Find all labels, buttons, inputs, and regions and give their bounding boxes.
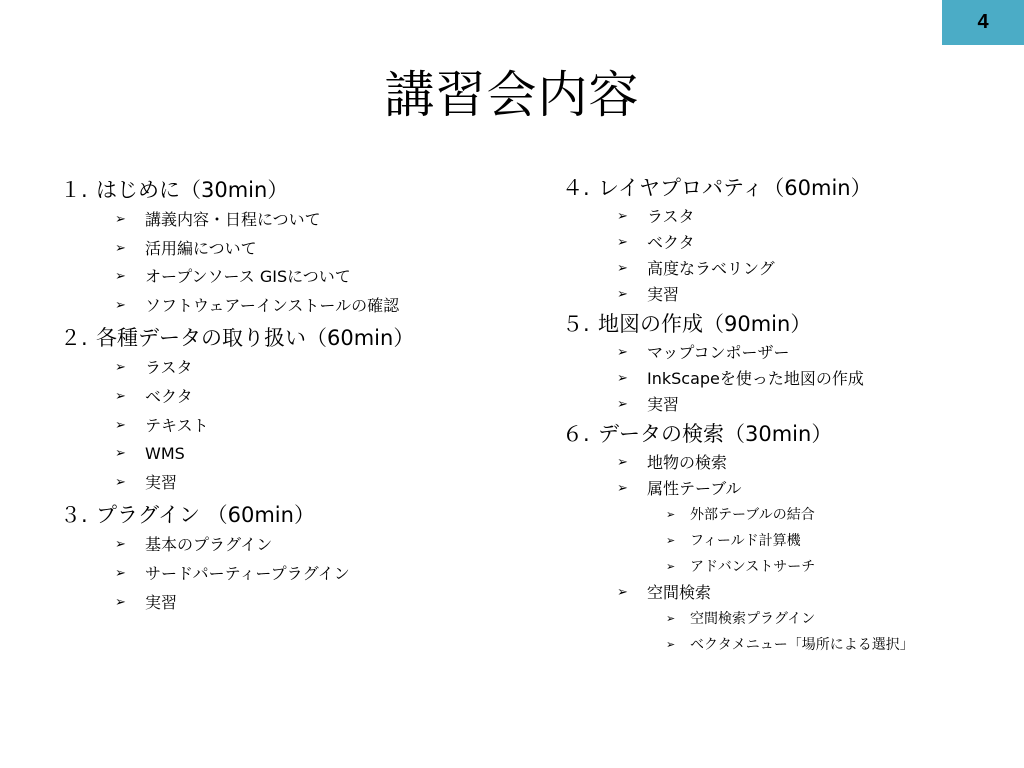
sub-list-item-label: 外部テーブルの結合 — [690, 507, 815, 523]
list-item-label: 高度なラベリング — [647, 259, 775, 278]
bullet-list — [562, 204, 1002, 308]
section-heading — [562, 308, 1002, 340]
sub-list-item-label: ベクタメニュー「場所による選択」 — [690, 637, 914, 653]
arrowhead-bullet-icon: ➢ — [617, 345, 628, 360]
list-item-label: 属性テーブル — [647, 479, 742, 498]
bullet-list — [60, 531, 510, 617]
arrowhead-bullet-icon: ➢ — [115, 474, 126, 490]
section-number: ４. — [562, 176, 590, 200]
sub-list-container — [562, 502, 1002, 580]
list-item — [562, 340, 1002, 366]
list-item-label: 実習 — [647, 285, 680, 304]
section-number: ３. — [60, 503, 88, 528]
sub-list-container — [562, 606, 1002, 658]
left-column — [60, 172, 510, 617]
list-item — [562, 256, 1002, 282]
arrowhead-bullet-icon: ➢ — [115, 297, 126, 313]
list-item — [60, 589, 510, 618]
section-number: ６. — [562, 422, 590, 446]
sub-list-item — [562, 606, 1002, 632]
list-item — [60, 531, 510, 560]
arrowhead-bullet-icon: ➢ — [617, 371, 628, 386]
section-number: ５. — [562, 312, 590, 336]
arrowhead-bullet-icon: ➢ — [115, 269, 126, 285]
list-item-label: 講義内容・日程について — [145, 210, 321, 229]
arrowhead-bullet-icon: ➢ — [115, 240, 126, 256]
arrowhead-bullet-icon: ➢ — [115, 212, 126, 227]
sub-bullet-list — [562, 502, 1002, 580]
arrowhead-bullet-icon: ➢ — [617, 209, 628, 224]
list-item-label: 基本のプラグイン — [145, 535, 273, 555]
list-item-label: WMS — [145, 444, 185, 464]
list-item-label: ラスタ — [145, 358, 193, 378]
list-item — [60, 383, 510, 412]
sub-list-item — [562, 554, 1002, 580]
arrowhead-bullet-icon: ➢ — [617, 397, 628, 412]
bullet-list — [562, 340, 1002, 418]
sub-list-item-label: フィールド計算機 — [690, 533, 801, 549]
list-item — [60, 469, 510, 498]
list-item — [562, 204, 1002, 230]
list-item-label: ソフトウェアーインストールの確認 — [145, 295, 400, 315]
arrowhead-bullet-icon: ➢ — [666, 508, 676, 521]
list-item-label: 実習 — [647, 395, 680, 414]
right-column — [562, 172, 1002, 658]
list-item-label: 実習 — [145, 472, 178, 492]
list-item-label: テキスト — [145, 415, 209, 435]
arrowhead-bullet-icon: ➢ — [666, 612, 676, 625]
arrowhead-bullet-icon: ➢ — [115, 565, 126, 581]
section-title: レイヤプロパティ（60min） — [598, 176, 872, 200]
sub-bullet-list — [562, 606, 1002, 658]
sub-list-item — [562, 632, 1002, 658]
section-title: はじめに（30min） — [96, 178, 289, 202]
page-number: 4 — [977, 11, 989, 33]
list-item-label: 空間検索 — [647, 583, 712, 602]
bullet-list — [60, 354, 510, 497]
list-item-label: ラスタ — [647, 207, 695, 226]
list-item-label: ベクタ — [647, 233, 695, 252]
section-heading — [562, 418, 1002, 450]
list-item-label: InkScapeを使った地図の作成 — [647, 369, 864, 388]
section-heading — [562, 172, 1002, 204]
arrowhead-bullet-icon: ➢ — [617, 481, 628, 496]
arrowhead-bullet-icon: ➢ — [115, 388, 126, 404]
list-item — [60, 206, 510, 235]
bullet-list — [562, 450, 1002, 658]
section-title: プラグイン （60min） — [96, 503, 315, 528]
list-item — [562, 282, 1002, 308]
list-item — [562, 580, 1002, 606]
arrowhead-bullet-icon: ➢ — [115, 594, 126, 610]
list-item-label: 活用編について — [145, 238, 257, 258]
arrowhead-bullet-icon: ➢ — [666, 560, 676, 573]
list-item — [60, 412, 510, 441]
list-item — [562, 366, 1002, 392]
arrowhead-bullet-icon: ➢ — [617, 585, 628, 600]
arrowhead-bullet-icon: ➢ — [115, 537, 126, 553]
section-title: 地図の作成（90min） — [598, 312, 812, 336]
list-item — [60, 292, 510, 321]
list-item — [60, 440, 510, 469]
slide-title: 講習会内容 — [384, 66, 640, 124]
sub-list-item — [562, 502, 1002, 528]
list-item-label: ベクタ — [145, 386, 193, 406]
list-item — [562, 476, 1002, 502]
section-title: 各種データの取り扱い（60min） — [96, 326, 415, 351]
list-item — [60, 560, 510, 589]
sub-list-item-label: アドバンストサーチ — [690, 559, 816, 575]
arrowhead-bullet-icon: ➢ — [617, 261, 628, 276]
arrowhead-bullet-icon: ➢ — [666, 534, 676, 547]
page-number-badge — [942, 0, 1024, 45]
arrowhead-bullet-icon: ➢ — [115, 417, 126, 433]
section-heading — [60, 174, 510, 206]
section-heading — [60, 499, 510, 531]
arrowhead-bullet-icon: ➢ — [617, 455, 628, 470]
list-item — [562, 392, 1002, 418]
section-heading — [60, 322, 510, 354]
section-number: １. — [60, 178, 88, 202]
list-item-label: 地物の検索 — [647, 453, 728, 472]
list-item-label: オープンソース GISについて — [145, 267, 351, 287]
sub-list-item — [562, 528, 1002, 554]
list-item — [60, 263, 510, 292]
list-item-label: マップコンポーザー — [647, 343, 790, 362]
list-item — [60, 235, 510, 264]
list-item-label: サードパーティープラグイン — [145, 563, 350, 583]
list-item — [60, 354, 510, 383]
section-title: データの検索（30min） — [598, 422, 833, 446]
arrowhead-bullet-icon: ➢ — [617, 287, 628, 302]
bullet-list — [60, 206, 510, 320]
sub-list-item-label: 空間検索プラグイン — [690, 611, 816, 627]
arrowhead-bullet-icon: ➢ — [115, 446, 126, 462]
arrowhead-bullet-icon: ➢ — [115, 360, 126, 376]
arrowhead-bullet-icon: ➢ — [666, 638, 676, 651]
list-item-label: 実習 — [145, 592, 178, 612]
arrowhead-bullet-icon: ➢ — [617, 235, 628, 250]
list-item — [562, 230, 1002, 256]
list-item — [562, 450, 1002, 476]
section-number: ２. — [60, 326, 88, 351]
